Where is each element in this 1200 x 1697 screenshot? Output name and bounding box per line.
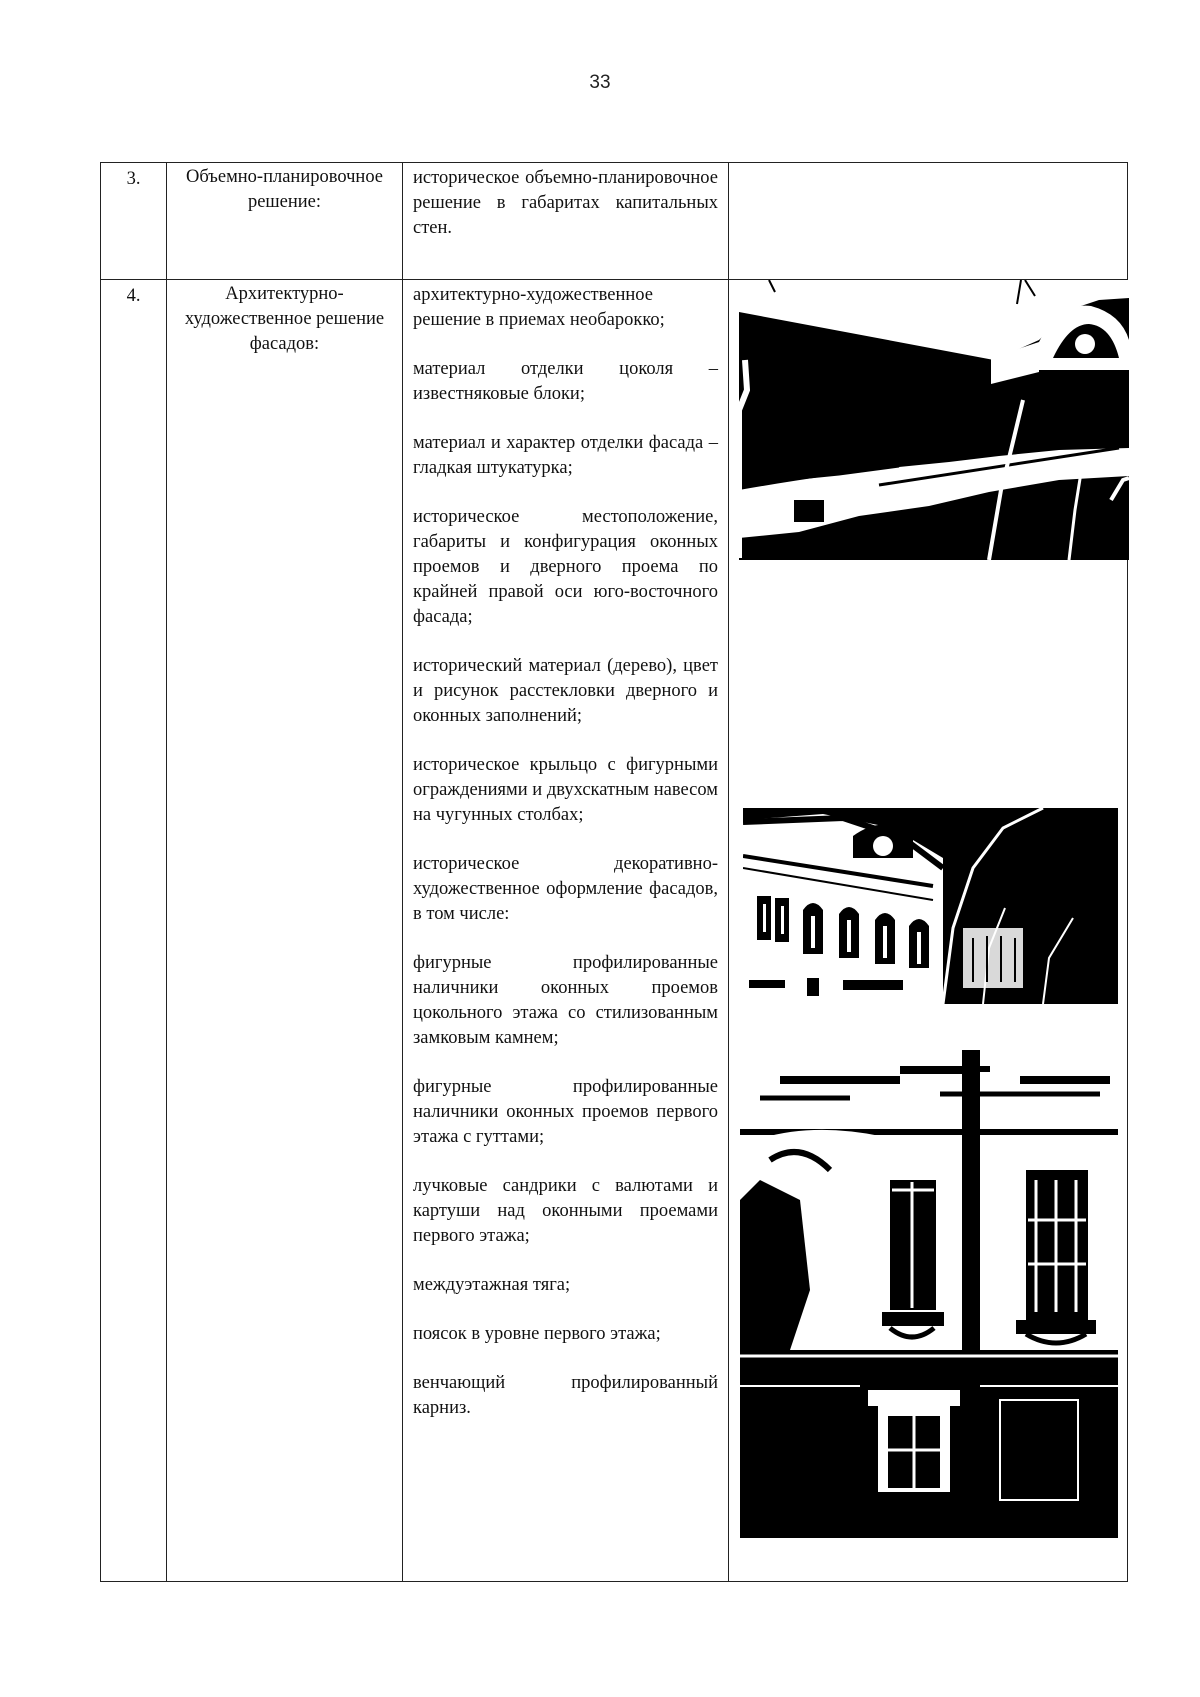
page-number: 33 — [589, 72, 611, 93]
description-paragraph: междуэтажная тяга; — [413, 1275, 571, 1295]
description-paragraph: фигурные профилированные наличники оконных проемов первого этажа с гуттами; — [413, 1077, 718, 1147]
description-paragraph: историческое крыльцо с фигурными ограждениями и двухскатным навесом на чугунных столбах; — [413, 755, 718, 825]
feature-name: Объемно-планировочное решение: — [167, 163, 403, 280]
description-paragraph: архитектурно-художественное решение в приемах необарокко; — [413, 285, 665, 330]
row-number: 3. — [101, 163, 167, 280]
description-paragraph: венчающий профилированный карниз. — [413, 1373, 718, 1418]
table-row — [101, 163, 1128, 280]
feature-description — [403, 163, 729, 280]
facade-photo-3 — [740, 1050, 1118, 1538]
facade-photo-2 — [743, 808, 1118, 1004]
feature-description — [403, 280, 729, 1582]
description-paragraph: исторический материал (дерево), цвет и рисунок расстекловки дверного и оконных заполнений; — [413, 656, 718, 726]
description-paragraph: фигурные профилированные наличники оконных проемов цокольного этажа со стилизованным замковым камнем; — [413, 953, 718, 1048]
description-paragraph: историческое объемно-планировочное решение в габаритах капитальных стен. — [413, 168, 718, 238]
description-paragraph: историческое местоположение, габариты и конфигурация оконных проемов и дверного проема по крайней правой оси юго-восточного фасада; — [413, 507, 718, 627]
protected-features-table — [100, 162, 1128, 1582]
feature-name: Архитектурно-художественное решение фасадов: — [167, 280, 403, 1582]
photo-cell — [729, 280, 1128, 1582]
facade-photo-1 — [739, 280, 1129, 560]
description-paragraph: лучковые сандрики с валютами и картуши над оконными проемами первого этажа; — [413, 1176, 718, 1246]
row-number: 4. — [101, 280, 167, 1582]
description-paragraph: материал и характер отделки фасада – гладкая штукатурка; — [413, 433, 718, 478]
table-row — [101, 280, 1128, 1582]
photo-cell — [729, 163, 1128, 280]
description-paragraph: историческое декоративно-художественное оформление фасадов, в том числе: — [413, 854, 718, 924]
description-paragraph: материал отделки цоколя – известняковые блоки; — [413, 359, 718, 404]
description-paragraph: поясок в уровне первого этажа; — [413, 1324, 661, 1344]
